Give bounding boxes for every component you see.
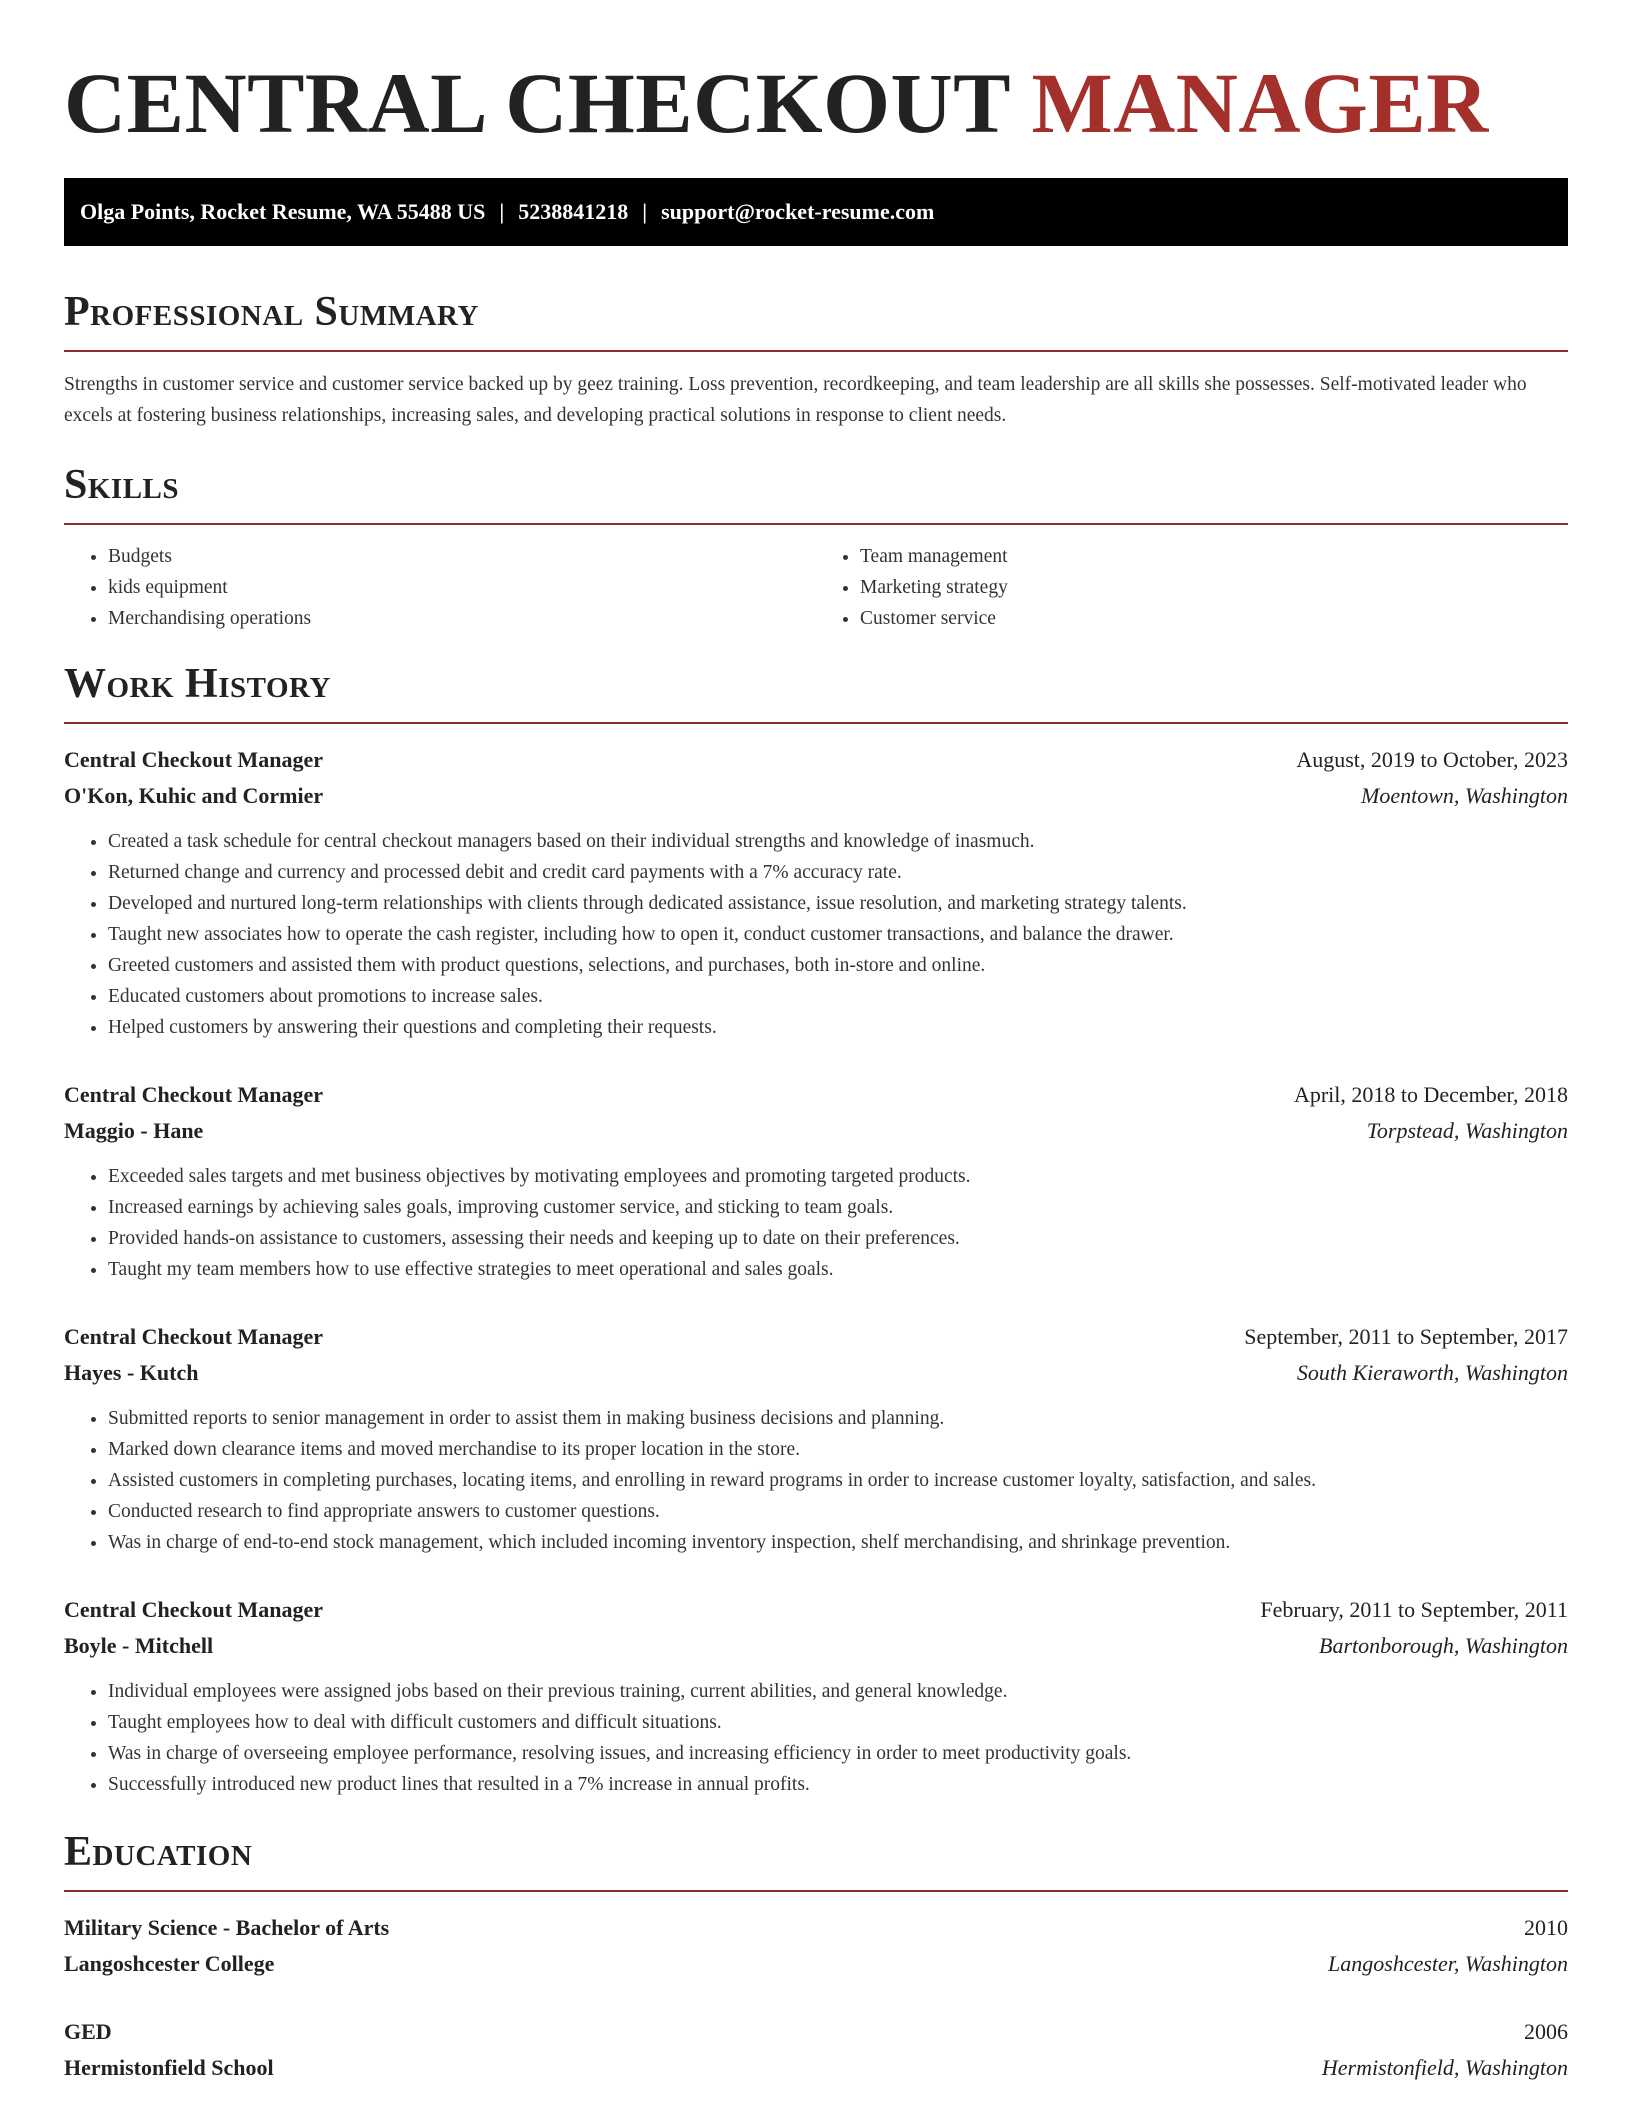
job-entry <box>64 1592 1568 1800</box>
education-year: 2010 <box>1524 1915 1568 1940</box>
education-degree-row <box>64 2014 1568 2050</box>
education-school-row <box>64 1946 1568 1982</box>
summary-text: Strengths in customer service and customer service backed up by geez training. Loss prevention, recordkeeping, and team leadership are all skills she possesses. Self-motivated leader who excels at fostering business relationships, increasing sales, and developing practical solutions in response to client needs. <box>64 374 1527 426</box>
contact-separator: | <box>642 199 648 224</box>
education-year: 2006 <box>1524 2019 1568 2044</box>
job-bullet: • Exceeded sales targets and met business objectives by motivating employees and promoting targeted products. <box>108 1161 1568 1192</box>
education-heading: Education <box>64 1826 1568 1892</box>
name-accent: MANAGER <box>1031 55 1489 151</box>
job-company: O'Kon, Kuhic and Cormier <box>64 783 324 808</box>
job-bullet: • Submitted reports to senior management in order to assist them in making business decisions and planning. <box>108 1403 1568 1434</box>
job-header-row <box>64 1592 1568 1628</box>
job-bullet: • Greeted customers and assisted them with product questions, selections, and purchases, both in-store and online. <box>108 950 1568 981</box>
job-company-row <box>64 1113 1568 1149</box>
job-bullet: • Taught employees how to deal with difficult customers and difficult situations. <box>108 1707 1568 1738</box>
education-entry <box>64 2014 1568 2086</box>
job-company-row <box>64 1628 1568 1664</box>
education-degree: Military Science - Bachelor of Arts <box>64 1915 390 1940</box>
job-dates: September, 2011 to September, 2017 <box>1244 1324 1568 1349</box>
work-history-heading: Work History <box>64 658 1568 724</box>
job-location: Torpstead, Washington <box>1366 1118 1568 1143</box>
job-bullet: • Was in charge of end-to-end stock management, which included incoming inventory inspection, shelf merchandising, and shrinkage prevention. <box>108 1527 1568 1558</box>
contact-phone: 5238841218 <box>518 199 629 224</box>
education-degree: GED <box>64 2019 112 2044</box>
education-degree-row <box>64 1910 1568 1946</box>
contact-email: support@rocket-resume.com <box>661 199 935 224</box>
contact-bar <box>64 178 1568 246</box>
job-company: Maggio - Hane <box>64 1118 204 1143</box>
job-bullet: • Developed and nurtured long-term relationships with clients through dedicated assistance, issue resolution, and marketing strategy talents. <box>108 888 1568 919</box>
job-bullet: • Created a task schedule for central checkout managers based on their individual strengths and knowledge of inasmuch. <box>108 826 1568 857</box>
education-location: Langoshcester, Washington <box>1328 1951 1568 1976</box>
job-bullet: • Provided hands-on assistance to customers, assessing their needs and keeping up to date on their preferences. <box>108 1223 1568 1254</box>
job-title: Central Checkout Manager <box>64 1597 324 1622</box>
job-company: Hayes - Kutch <box>64 1360 199 1385</box>
education-entry <box>64 1910 1568 1982</box>
job-company: Boyle - Mitchell <box>64 1633 214 1658</box>
job-dates: April, 2018 to December, 2018 <box>1293 1082 1568 1107</box>
job-location: South Kieraworth, Washington <box>1296 1360 1568 1385</box>
job-entry <box>64 1319 1568 1558</box>
job-bullet: • Taught new associates how to operate the cash register, including how to open it, conduct customer transactions, and balance the drawer. <box>108 919 1568 950</box>
skill-item: • Team management <box>860 541 1568 572</box>
job-bullet: • Helped customers by answering their questions and completing their requests. <box>108 1012 1568 1043</box>
education-location: Hermistonfield, Washington <box>1321 2055 1568 2080</box>
job-company-row <box>64 1355 1568 1391</box>
skills-column-right <box>816 541 1568 634</box>
job-bullets <box>64 1161 1568 1285</box>
job-title: Central Checkout Manager <box>64 1082 324 1107</box>
job-bullet: • Successfully introduced new product lines that resulted in a 7% increase in annual profits. <box>108 1769 1568 1800</box>
job-bullets <box>64 1403 1568 1558</box>
skill-item: • Budgets <box>108 541 816 572</box>
education-school: Langoshcester College <box>64 1951 275 1976</box>
job-bullet: • Taught my team members how to use effective strategies to meet operational and sales goals. <box>108 1254 1568 1285</box>
job-bullet: • Assisted customers in completing purchases, locating items, and enrolling in reward programs in order to increase customer loyalty, satisfaction, and sales. <box>108 1465 1568 1496</box>
skills-heading: Skills <box>64 459 1568 525</box>
job-header-row <box>64 1077 1568 1113</box>
contact-address: Olga Points, Rocket Resume, WA 55488 US <box>80 199 486 224</box>
contact-separator: | <box>499 199 505 224</box>
resume-name <box>64 50 1568 156</box>
education-school-row <box>64 2050 1568 2086</box>
education-school: Hermistonfield School <box>64 2055 274 2080</box>
job-bullet: • Educated customers about promotions to increase sales. <box>108 981 1568 1012</box>
skills-grid <box>64 541 1568 634</box>
skills-column-left <box>64 541 816 634</box>
skill-item: • Customer service <box>860 603 1568 634</box>
job-title: Central Checkout Manager <box>64 1324 324 1349</box>
job-location: Moentown, Washington <box>1361 783 1568 808</box>
skill-item: • kids equipment <box>108 572 816 603</box>
summary-heading: Professional Summary <box>64 286 1568 352</box>
skill-item: • Merchandising operations <box>108 603 816 634</box>
job-entry <box>64 1077 1568 1285</box>
job-location: Bartonborough, Washington <box>1319 1633 1568 1658</box>
job-entry <box>64 742 1568 1043</box>
job-bullet: • Was in charge of overseeing employee performance, resolving issues, and increasing efficiency in order to meet productivity goals. <box>108 1738 1568 1769</box>
job-bullet: • Individual employees were assigned jobs based on their previous training, current abilities, and general knowledge. <box>108 1676 1568 1707</box>
job-company-row <box>64 778 1568 814</box>
job-bullets <box>64 1676 1568 1800</box>
job-header-row <box>64 742 1568 778</box>
job-bullet: • Marked down clearance items and moved merchandise to its proper location in the store. <box>108 1434 1568 1465</box>
job-title: Central Checkout Manager <box>64 747 324 772</box>
skill-item: • Marketing strategy <box>860 572 1568 603</box>
job-bullet: • Increased earnings by achieving sales goals, improving customer service, and sticking to team goals. <box>108 1192 1568 1223</box>
job-dates: August, 2019 to October, 2023 <box>1296 747 1568 772</box>
job-bullets <box>64 826 1568 1043</box>
job-bullet: • Returned change and currency and processed debit and credit card payments with a 7% accuracy rate. <box>108 857 1568 888</box>
job-header-row <box>64 1319 1568 1355</box>
job-dates: February, 2011 to September, 2011 <box>1260 1597 1568 1622</box>
name-main: CENTRAL CHECKOUT <box>64 55 1032 151</box>
job-bullet: • Conducted research to find appropriate answers to customer questions. <box>108 1496 1568 1527</box>
